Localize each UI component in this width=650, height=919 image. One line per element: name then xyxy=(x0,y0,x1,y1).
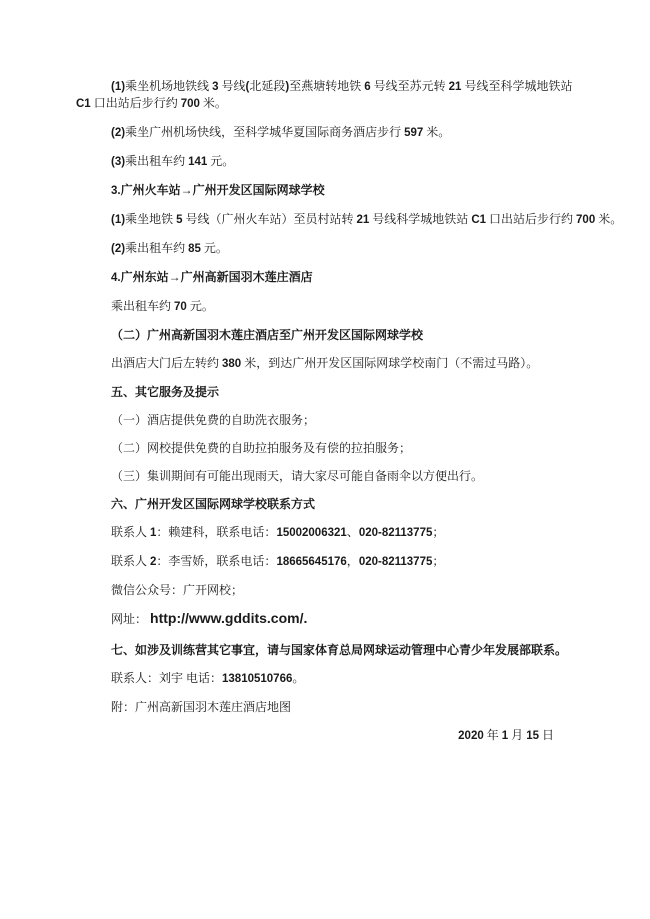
latin-run: 21 xyxy=(356,214,370,226)
latin-run: 1 xyxy=(501,730,509,742)
paragraph-website-url: 网址： http://www.gddits.com/. xyxy=(111,610,308,626)
heading-section-six-contacts: 六、广州开发区国际网球学校联系方式 xyxy=(111,497,316,511)
latin-run: 380 xyxy=(222,358,242,370)
latin-run: http://www.gddits.com/. xyxy=(150,610,308,626)
latin-run: (1) xyxy=(111,214,126,226)
paragraph-service-laundry: （一）酒店提供免费的自助洗衣服务； xyxy=(111,413,316,427)
latin-run: 700 xyxy=(576,214,596,226)
latin-run: 3 xyxy=(212,81,219,93)
latin-run: 70 xyxy=(174,301,187,313)
latin-run: (1) xyxy=(111,81,126,93)
paragraph-service-stringing: （二）网校提供免费的自助拉拍服务及有偿的拉拍服务； xyxy=(111,441,412,455)
latin-run: ( xyxy=(245,81,250,93)
heading-section-five-services: 五、其它服务及提示 xyxy=(111,385,220,399)
document-date: 2020 年 1 月 15 日 xyxy=(458,728,554,742)
paragraph-route-airport-express: (2)乘坐广州机场快线，至科学城华夏国际商务酒店步行 597 米。 xyxy=(111,125,451,139)
paragraph-route-railway-metro: (1)乘坐地铁 5 号线（广州火车站）至员村站转 21 号线科学城地铁站 C1 口出站后步行约 700 米。 xyxy=(111,212,623,226)
paragraph-service-rain-tip: （三）集训期间有可能出现雨天，请大家尽可能自备雨伞以方便出行。 xyxy=(111,469,484,483)
latin-run: (2) xyxy=(111,127,126,139)
heading-route-railway-station: 3.广州火车站→广州开发区国际网球学校 xyxy=(111,183,325,197)
paragraph-route-airport-taxi: (3)乘出租车约 141 元。 xyxy=(111,154,235,168)
latin-run: 21 xyxy=(448,81,462,93)
latin-run: 4. xyxy=(111,272,121,284)
latin-run: 700 xyxy=(180,98,200,110)
document-body xyxy=(76,78,623,756)
latin-run: 18665645176 xyxy=(276,556,347,568)
paragraph-contact-1: 联系人 1：赖建科，联系电话：15002006321、020-82113775； xyxy=(111,525,445,539)
paragraph-route-railway-taxi: (2)乘出租车约 85 元。 xyxy=(111,241,228,255)
latin-run: (3) xyxy=(111,156,126,168)
paragraph-hotel-to-school-walk: 出酒店大门后左转约 380 米，到达广州开发区国际网球学校南门（不需过马路）。 xyxy=(111,356,539,370)
latin-run: 15 xyxy=(526,730,539,742)
latin-run: 85 xyxy=(188,243,201,255)
latin-run: ) xyxy=(285,81,290,93)
latin-run: 2020 xyxy=(458,730,484,742)
latin-run: 15002006321 xyxy=(276,527,347,539)
latin-run: 597 xyxy=(404,127,424,139)
latin-run: 020-82113775 xyxy=(358,556,433,568)
latin-run: 141 xyxy=(188,156,208,168)
paragraph-route-east-taxi: 乘出租车约 70 元。 xyxy=(111,299,214,313)
paragraph-contact-liuyu: 联系人：刘宇 电话：13810510766。 xyxy=(111,671,305,685)
latin-run: (2) xyxy=(111,243,126,255)
latin-run: 6 xyxy=(364,81,371,93)
latin-run: 1 xyxy=(150,527,157,539)
heading-route-east-station: 4.广州东站→广州高新国羽木莲庄酒店 xyxy=(111,270,313,284)
paragraph-wechat-account: 微信公众号：广开网校； xyxy=(111,583,244,597)
paragraph-route-airport-metro: (1)乘坐机场地铁线 3 号线(北延段)至燕塘转地铁 6 号线至苏元转 21 号线至科学城地铁站 C1 口出站后步行约 700 米。 xyxy=(76,79,573,110)
latin-run: C1 xyxy=(76,98,91,110)
latin-run: 13810510766 xyxy=(222,673,293,685)
latin-run: 020-82113775 xyxy=(358,527,433,539)
heading-hotel-to-school: （二）广州高新国羽木莲庄酒店至广州开发区国际网球学校 xyxy=(111,328,424,342)
latin-run: 2 xyxy=(150,556,157,568)
latin-run: C1 xyxy=(471,214,487,226)
latin-run: 3. xyxy=(111,185,121,197)
paragraph-attachment-map: 附：广州高新国羽木莲庄酒店地图 xyxy=(111,700,292,714)
latin-run: 5 xyxy=(176,214,183,226)
paragraph-contact-2: 联系人 2：李雪娇，联系电话：18665645176，020-82113775； xyxy=(111,554,445,568)
heading-section-seven-other: 七、如涉及训练营其它事宜，请与国家体育总局网球运动管理中心青少年发展部联系。 xyxy=(111,643,568,657)
